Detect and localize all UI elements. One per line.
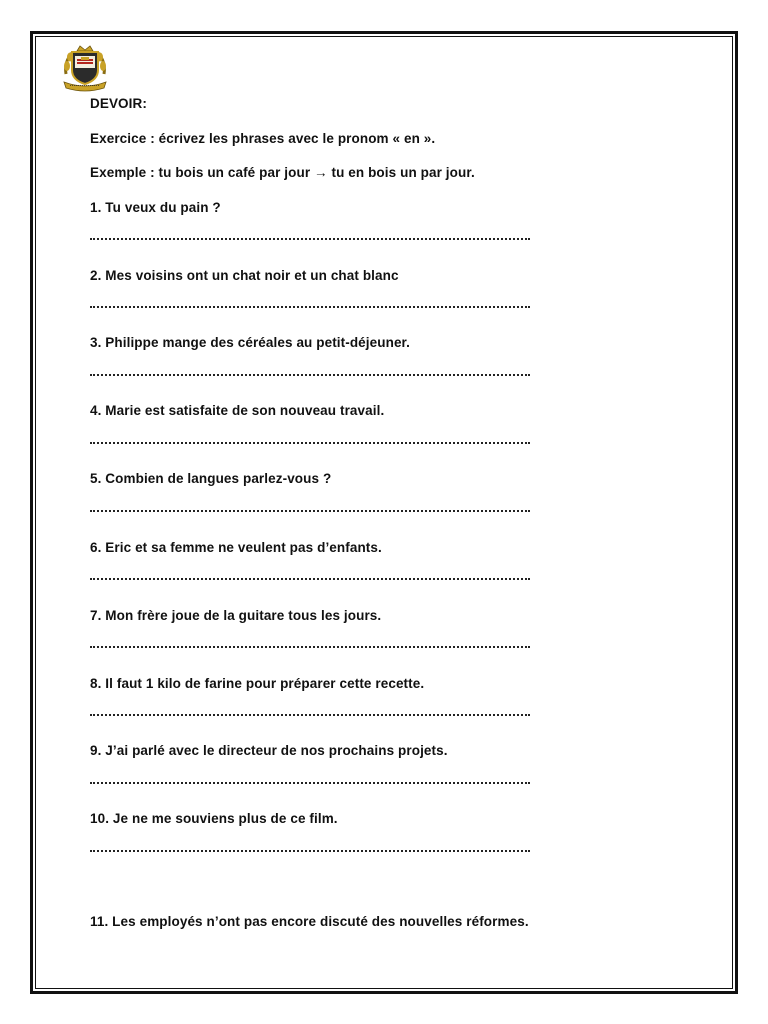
exercise-example: Exemple : tu bois un café par jour → tu en bois un par jour. — [90, 165, 475, 180]
exercise-item-7: 7. Mon frère joue de la guitare tous les jours. — [90, 608, 382, 623]
document-title: DEVOIR: — [90, 96, 147, 111]
exercise-item-1: 1. Tu veux du pain ? — [90, 200, 221, 215]
answer-line-10 — [90, 850, 530, 852]
exercise-item-5: 5. Combien de langues parlez-vous ? — [90, 471, 332, 486]
answer-line-6 — [90, 578, 530, 580]
exercise-instruction: Exercice : écrivez les phrases avec le pronom « en ». — [90, 131, 436, 146]
answer-line-3 — [90, 374, 530, 376]
exercise-item-6: 6. Eric et sa femme ne veulent pas d’enfants. — [90, 540, 382, 555]
exercise-item-10: 10. Je ne me souviens plus de ce film. — [90, 811, 338, 826]
answer-line-2 — [90, 306, 530, 308]
exercise-item-4: 4. Marie est satisfaite de son nouveau travail. — [90, 403, 385, 418]
answer-line-4 — [90, 442, 530, 444]
exercise-item-2: 2. Mes voisins ont un chat noir et un chat blanc — [90, 268, 399, 283]
answer-line-5 — [90, 510, 530, 512]
exercise-item-11: 11. Les employés n’ont pas encore discuté des nouvelles réformes. — [90, 914, 529, 929]
answer-line-9 — [90, 782, 530, 784]
exercise-item-9: 9. J’ai parlé avec le directeur de nos prochains projets. — [90, 743, 448, 758]
answer-line-1 — [90, 238, 530, 240]
exercise-item-8: 8. Il faut 1 kilo de farine pour préparer cette recette. — [90, 676, 425, 691]
school-emblem-logo — [60, 44, 110, 92]
answer-line-7 — [90, 646, 530, 648]
exercise-item-3: 3. Philippe mange des céréales au petit-déjeuner. — [90, 335, 411, 350]
answer-line-8 — [90, 714, 530, 716]
